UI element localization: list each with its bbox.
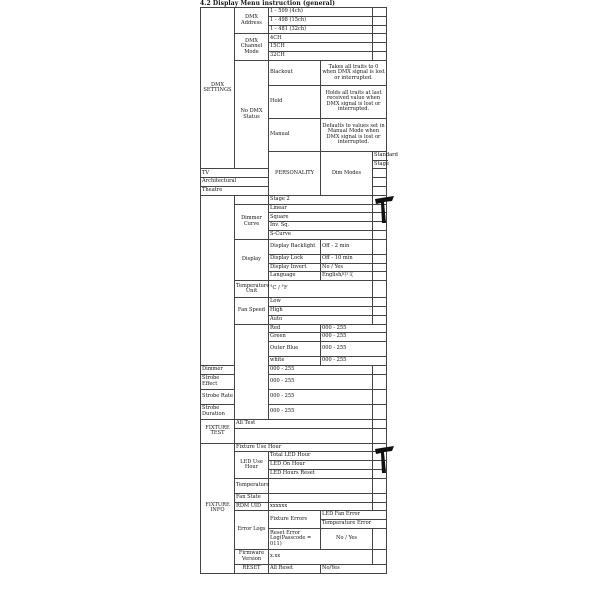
display-label: Display <box>235 239 269 280</box>
temperature-unit-label: Temperature Unit <box>235 281 269 298</box>
blank-cell <box>269 493 373 502</box>
fan-speed-label: Fan Speed <box>235 298 269 324</box>
section-dmx-setting: DMX SETTINGS <box>201 8 235 169</box>
blank-cell <box>373 34 387 43</box>
manual-item-value: 000 - 255 <box>269 389 373 404</box>
blank-cell <box>373 25 387 34</box>
blank-cell <box>373 478 387 493</box>
blank-cell <box>373 374 387 389</box>
display-item: Display Lock <box>269 254 321 263</box>
manual-item-value: 000 - 255 <box>269 365 373 374</box>
dimmer-curve-value: Square <box>269 213 373 222</box>
no-dmx-option: Hold <box>269 85 321 118</box>
firmware-version-value: x.xx <box>269 549 373 564</box>
fixture-use-hour: Fixture Use Hour <box>235 443 373 452</box>
dmx-address-value: 1 - 481 (32ch) <box>269 25 373 34</box>
manual-item-value: 000 - 255 <box>269 374 373 389</box>
blank-cell <box>373 306 387 315</box>
channel-mode-value: 4CH <box>269 34 373 43</box>
manual-item: Dimmer <box>201 365 235 374</box>
blank-cell <box>373 272 387 281</box>
manual-item-value: 000 - 255 <box>321 357 387 366</box>
led-use-hour-value: Total LED Hour <box>269 452 373 461</box>
blank-cell <box>373 549 387 564</box>
blank-cell <box>373 8 387 17</box>
section-fixture-test: FIXTURE TEST <box>201 419 235 443</box>
reset-error-log-value: No / Yes <box>321 528 373 549</box>
blank-cell <box>373 315 387 324</box>
no-dmx-option: Blackout <box>269 60 321 85</box>
dim-mode-value: Architectural <box>201 178 269 187</box>
dim-modes-label: Dim Modes <box>321 151 373 195</box>
error-logs-label: Error Logs <box>235 511 269 550</box>
all-reset-label: All Reset <box>269 564 321 573</box>
display-menu-table <box>200 7 398 574</box>
fan-speed-value: Low <box>269 298 373 307</box>
dim-mode-value: Stage 2 <box>269 195 373 204</box>
fixture-error-value: LED Fan Error <box>321 511 387 520</box>
page-heading: 4.2 Display Menu instruction (general) <box>200 0 336 7</box>
blank-cell <box>373 428 387 443</box>
manual-item-value: 000 - 255 <box>269 404 373 419</box>
dim-mode-value: Standard <box>373 151 387 160</box>
blank-cell <box>269 478 373 493</box>
blank-cell <box>373 404 387 419</box>
section-fixture-info: FIXTURE INFO <box>201 443 235 573</box>
dmx-address-value: 1 - 509 (4ch) <box>269 8 373 17</box>
led-use-hour-value: LED Hours Reset <box>269 469 373 478</box>
manual-item: Green <box>269 333 321 342</box>
personality-continued <box>201 195 235 365</box>
no-dmx-description: Holds all traits at last received value when DMX signal is lost or interrupted. <box>321 85 387 118</box>
fixture-test-value: All Test <box>235 419 373 428</box>
blank-cell <box>373 43 387 52</box>
blank-cell <box>373 365 387 374</box>
fan-speed-value: High <box>269 306 373 315</box>
dimmer-curve-value: S-Curve <box>269 230 373 239</box>
reset-error-log-label: Reset Error Log(Passcode = 011) <box>269 528 321 549</box>
dim-mode-value: Theatre <box>201 186 269 195</box>
temperature-label: Temperature <box>235 478 269 493</box>
fixture-error-value: Temperature Error <box>321 520 387 529</box>
all-reset-value: No/Yes <box>321 564 387 573</box>
temperature-unit-value: °C / °F <box>269 281 373 298</box>
display-item: Language <box>269 272 321 281</box>
blank-cell <box>373 528 387 549</box>
blank-cell <box>373 389 387 404</box>
dmx-address-label: DMX Address <box>235 8 269 34</box>
manual-item: Red <box>269 324 321 333</box>
blank-cell <box>373 169 387 178</box>
blank-cell <box>373 254 387 263</box>
blank-cell <box>373 493 387 502</box>
blank-cell <box>235 195 269 204</box>
scribble-mark-bottom <box>372 443 398 475</box>
display-item-value: No / Yes <box>321 263 373 272</box>
dimmer-curve-value: Inv. Sq. <box>269 222 373 231</box>
manual-item-value: 000 - 255 <box>321 333 387 342</box>
dmx-channel-mode-label: DMX Channel Mode <box>235 34 269 60</box>
section-manual <box>235 324 269 419</box>
blank-cell <box>373 239 387 254</box>
blank-cell <box>235 428 373 443</box>
dim-mode-value: TV <box>201 169 269 178</box>
section-reset: RESET <box>235 564 269 573</box>
no-dmx-description: Takes all traits to 0 when DMX signal is lost or interrupted. <box>321 60 387 85</box>
manual-item: Strobe Rate <box>201 389 235 404</box>
blank-cell <box>373 419 387 428</box>
blank-cell <box>373 178 387 187</box>
manual-item: Outer Blue <box>269 342 321 357</box>
channel-mode-value: 15CH <box>269 43 373 52</box>
display-item-value: Off - 2 min <box>321 239 373 254</box>
fan-speed-value: Auto <box>269 315 373 324</box>
blank-cell <box>373 298 387 307</box>
dmx-address-value: 1 - 498 (15ch) <box>269 16 373 25</box>
channel-mode-value: 32CH <box>269 51 373 60</box>
rdm-uid-label: RDM UID <box>235 502 269 511</box>
firmware-version-label: Firmware Version <box>235 549 269 564</box>
led-use-hour-value: LED On Hour <box>269 461 373 470</box>
rdm-uid-value: xxxxxx <box>269 502 373 511</box>
blank-cell <box>373 16 387 25</box>
blank-cell <box>373 51 387 60</box>
fan-state-label: Fan State <box>235 493 269 502</box>
blank-cell <box>373 230 387 239</box>
manual-item: white <box>269 357 321 366</box>
fixture-errors-label: Fixture Errors <box>269 511 321 529</box>
display-item: Display Invert <box>269 263 321 272</box>
section-personality: PERSONALITY <box>269 151 321 195</box>
manual-item-value: 000 - 255 <box>321 342 387 357</box>
no-dmx-status-label: No DMX Status <box>235 60 269 169</box>
blank-cell <box>373 502 387 511</box>
manual-item-value: 000 - 255 <box>321 324 387 333</box>
blank-cell <box>373 263 387 272</box>
display-item: Display Backlight <box>269 239 321 254</box>
manual-item: Strobe Effect <box>201 374 235 389</box>
no-dmx-option: Manual <box>269 118 321 151</box>
dimmer-curve-label: Dimmer Curve <box>235 204 269 239</box>
no-dmx-description: Defaults to values set in Manual Mode when DMX signal is lost or interrupted. <box>321 118 387 151</box>
blank-cell <box>373 281 387 298</box>
manual-item: Strobe Duration <box>201 404 235 419</box>
scribble-mark-top <box>372 193 398 225</box>
dimmer-curve-value: Linear <box>269 204 373 213</box>
led-use-hour-label: LED Use Hour <box>235 452 269 478</box>
display-item-value: English/中文 <box>321 272 373 281</box>
dim-mode-value: Stage <box>373 160 387 169</box>
display-item-value: Off - 10 min <box>321 254 373 263</box>
